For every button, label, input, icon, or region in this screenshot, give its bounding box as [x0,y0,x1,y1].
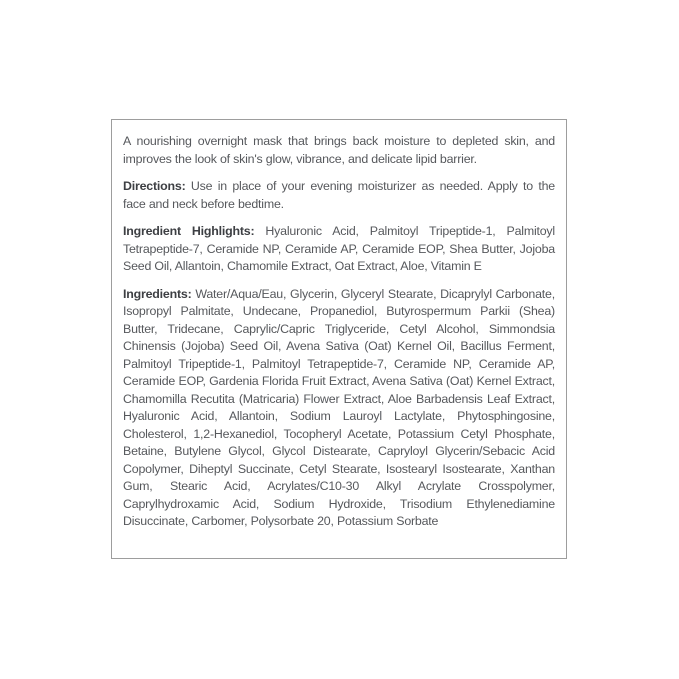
intro-text: A nourishing overnight mask that brings back moisture to depleted skin, and improves the look of skin's glow, vibrance, and delicate lipid barrier. [123,134,555,166]
ingredients-label: Ingredients: [123,286,192,301]
directions-text: Use in place of your evening moisturizer as needed. Apply to the face and neck before bedtime. [123,179,555,211]
ingredient-highlights-text: Hyaluronic Acid, Palmitoyl Tripeptide-1, Palmitoyl Tetrapeptide-7, Ceramide NP, Ceramide AP, Ceramide EOP, Shea Butter, Jojoba Seed Oil, Allantoin, Chamomile Extract, Oat Extract, Aloe, Vitamin E [123,224,555,273]
ingredients-text: Water/Aqua/Eau, Glycerin, Glyceryl Stearate, Dicaprylyl Carbonate, Isopropyl Palmitate, Undecane, Propanediol, Butyrospermum Parkii (Shea) Butter, Tridecane, Caprylic/Capric Triglyceride, Cetyl Alcohol, Simmondsia Chinensis (Jojoba) Seed Oil, Avena Sativa (Oat) Kernel Oil, Bacillus Ferment, Palmitoyl Tripeptide-1, Palmitoyl Tetrapeptide-7, Ceramide NP, Ceramide AP, Ceramide EOP, Gardenia Florida Fruit Extract, Avena Sativa (Oat) Kernel Extract, Chamomilla Recutita (Matricaria) Flower Extract, Aloe Barbadensis Leaf Extract, Hyaluronic Acid, Allantoin, Sodium Lauroyl Lactylate, Phytosphingosine, Cholesterol, 1,2-Hexanediol, Tocopheryl Acetate, Potassium Cetyl Phosphate, Betaine, Butylene Glycol, Glycol Distearate, Capryloyl Glycerin/Sebacic Acid Copolymer, Diheptyl Succinate, Cetyl Stearate, Isostearyl Isostearate, Xanthan Gum, Stearic Acid, Acrylates/C10-30 Alkyl Acrylate Crosspolymer, Caprylhydroxamic Acid, Sodium Hydroxide, Trisodium Ethylenediamine Disuccinate, Carbomer, Polysorbate 20, Potassium Sorbate [123,286,555,528]
ingredient-highlights-label: Ingredient Highlights: [123,224,255,238]
directions-paragraph [123,178,555,213]
ingredient-highlights-paragraph [123,223,555,276]
directions-label: Directions: [123,179,186,193]
ingredients-paragraph [123,286,555,531]
intro-paragraph [123,133,555,168]
product-info-panel [111,119,567,559]
